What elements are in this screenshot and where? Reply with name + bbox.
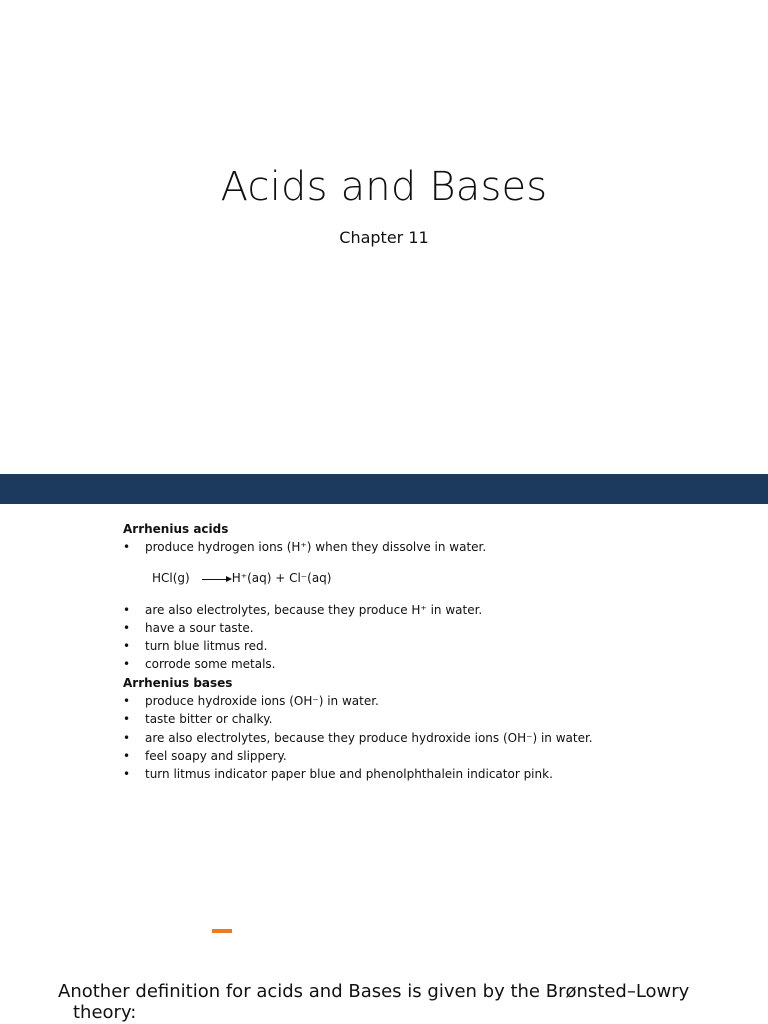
slide-subtitle: Chapter 11	[339, 228, 429, 247]
acids-bullet-3: • turn blue litmus red.	[123, 637, 743, 655]
intro-line-1: Another definition for acids and Bases is given by the Brønsted–Lowry	[58, 981, 690, 1002]
content-block	[123, 520, 743, 784]
reaction-arrow-icon	[202, 574, 232, 584]
bases-bullet-4: • turn litmus indicator paper blue and phenolphthalein indicator pink.	[123, 765, 743, 783]
bases-heading: Arrhenius bases	[123, 675, 233, 690]
equation-left: HCl(g)	[152, 571, 190, 586]
acids-list	[123, 601, 743, 674]
acids-bullet-2: • have a sour taste.	[123, 619, 743, 637]
bases-bullet-3: • feel soapy and slippery.	[123, 747, 743, 765]
equation-right: H⁺(aq) + Cl⁻(aq)	[231, 571, 332, 586]
acid-equation	[152, 565, 743, 593]
accent-bar	[212, 929, 232, 933]
bases-bullet-2: • are also electrolytes, because they produce hydroxide ions (OH⁻) in water.	[123, 729, 743, 747]
bases-list	[123, 692, 743, 783]
acids-bullet-4: • corrode some metals.	[123, 655, 743, 673]
slide-title: Acids and Bases	[220, 164, 548, 210]
bronsted-lowry-intro	[58, 981, 758, 1023]
intro-line-2: theory:	[73, 1002, 137, 1023]
bases-bullet-1: • taste bitter or chalky.	[123, 710, 743, 728]
divider-band	[0, 474, 768, 504]
acids-first-list	[123, 538, 743, 556]
acids-bullet-0: • produce hydrogen ions (H⁺) when they dissolve in water.	[123, 538, 743, 556]
acids-heading: Arrhenius acids	[123, 522, 229, 536]
acids-bullet-1: • are also electrolytes, because they produce H⁺ in water.	[123, 601, 743, 619]
bases-bullet-0: • produce hydroxide ions (OH⁻) in water.	[123, 692, 743, 710]
